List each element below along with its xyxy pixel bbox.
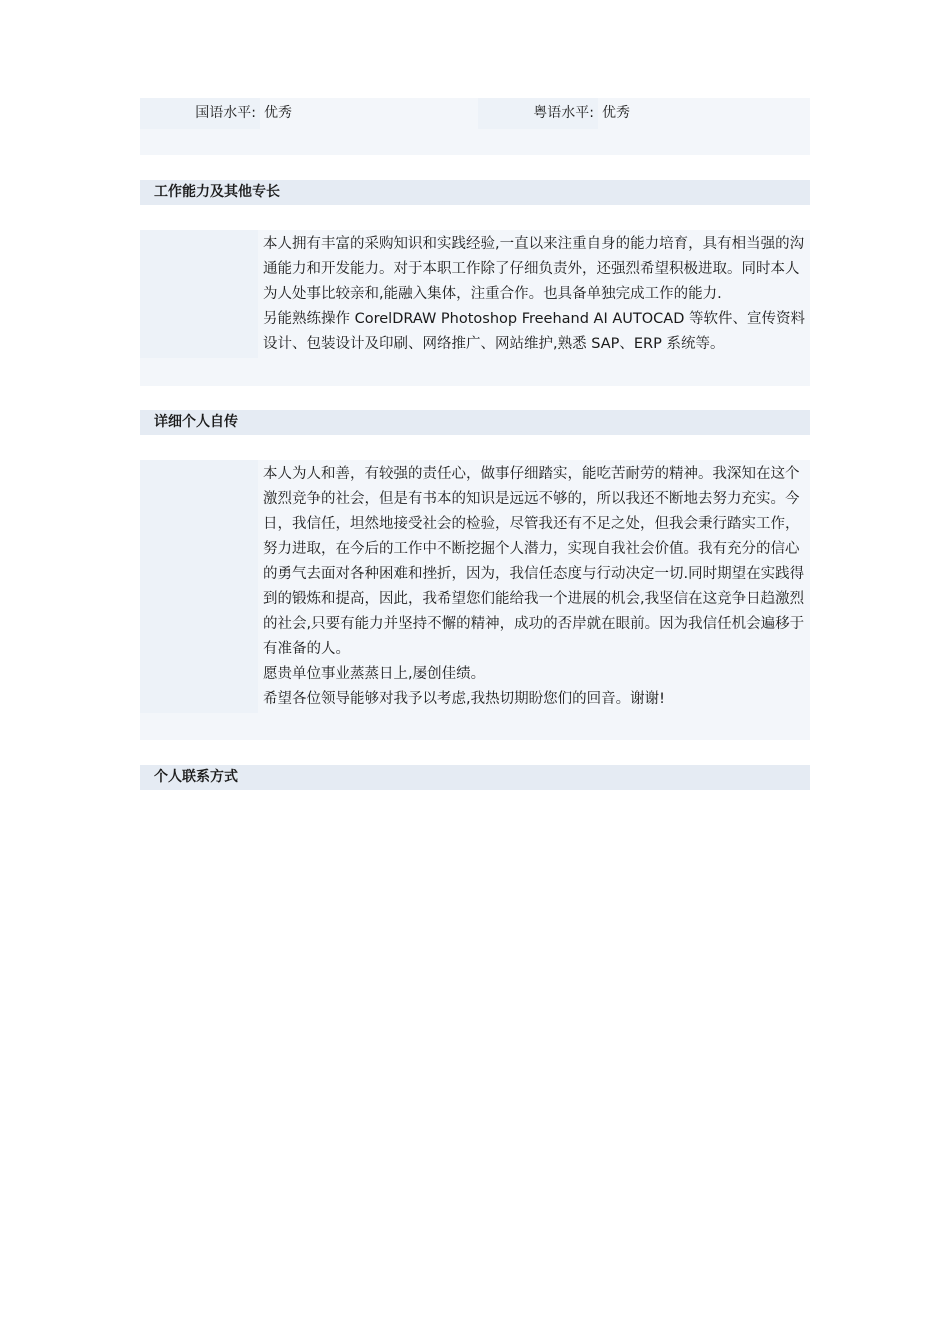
autobiography-paragraph: 愿贵单位事业蒸蒸日上,屡创佳绩。 bbox=[263, 666, 486, 682]
autobiography-section-title: 详细个人自传 bbox=[140, 410, 810, 435]
language-row bbox=[140, 98, 810, 129]
skills-paragraph: 另能熟练操作 CorelDRAW Photoshop Freehand AI AUTOCAD 等软件、宣传资料设计、包装设计及印刷、网络推广、网站维护,熟悉 SAP、ERP 系统等。 bbox=[263, 311, 805, 352]
skills-text bbox=[263, 232, 810, 357]
autobiography-text bbox=[263, 462, 810, 712]
cantonese-value: 优秀 bbox=[602, 105, 630, 121]
mandarin-value: 优秀 bbox=[264, 105, 292, 121]
autobiography-label-cell bbox=[140, 460, 258, 713]
autobiography-section-body bbox=[140, 460, 810, 740]
skills-section-title: 工作能力及其他专长 bbox=[140, 180, 810, 205]
language-section bbox=[140, 98, 810, 155]
mandarin-label: 国语水平: bbox=[140, 98, 260, 129]
skills-label-cell bbox=[140, 230, 258, 358]
skills-section-body bbox=[140, 230, 810, 386]
autobiography-paragraph: 本人为人和善，有较强的责任心，做事仔细踏实，能吃苦耐劳的精神。我深知在这个激烈竞争的社会，但是有书本的知识是远远不够的，所以我还不断地去努力充实。今日，我信任，坦然地接受社会的检验，尽管我还有不足之处，但我会秉行踏实工作，努力进取，在今后的工作中不断挖掘个人潜力，实现自我社会价值。我有充分的信心的勇气去面对各种困难和挫折，因为，我信任态度与行动决定一切.同时期望在实践得到的锻炼和提高，因此，我希望您们能给我一个进展的机会,我坚信在这竞争日趋激烈的社会,只要有能力并坚持不懈的精神，成功的否岸就在眼前。因为我信任机会遍移于有准备的人。 bbox=[263, 466, 805, 657]
cantonese-label: 粤语水平: bbox=[478, 98, 598, 129]
skills-paragraph: 本人拥有丰富的采购知识和实践经验,一直以来注重自身的能力培育，具有相当强的沟通能力和开发能力。对于本职工作除了仔细负责外，还强烈希望积极进取。同时本人为人处事比较亲和,能融入集体，注重合作。也具备单独完成工作的能力. bbox=[263, 236, 805, 302]
autobiography-paragraph: 希望各位领导能够对我予以考虑,我热切期盼您们的回音。谢谢! bbox=[263, 691, 665, 707]
contact-section-title: 个人联系方式 bbox=[140, 765, 810, 790]
